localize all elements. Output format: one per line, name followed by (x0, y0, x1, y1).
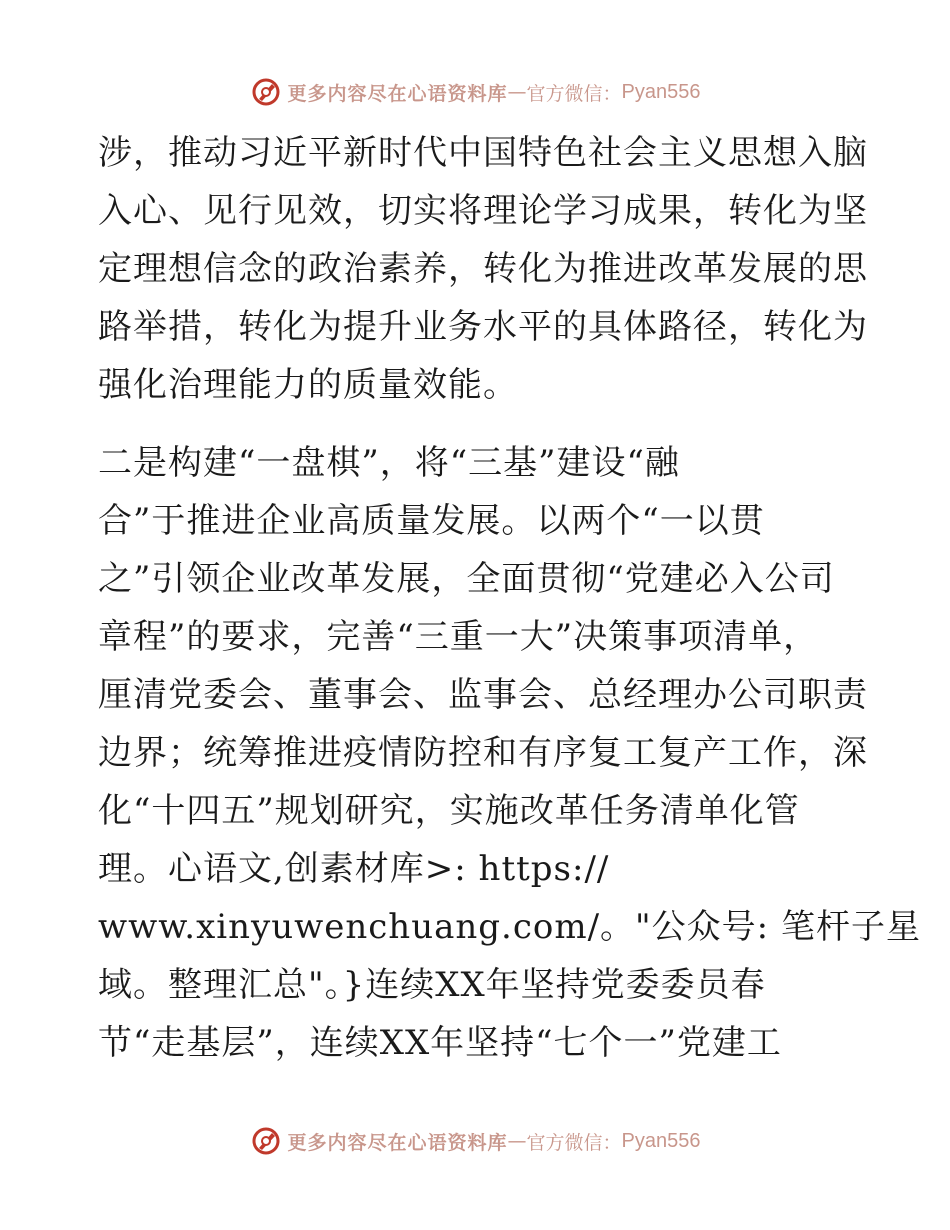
text-line: 合”于推进企业高质量发展。以两个“一以贯 (98, 501, 765, 541)
text-line: 之”引领企业改革发展，全面贯彻“党建必入公司 (98, 559, 835, 599)
pen-logo-icon (250, 1125, 282, 1157)
banner-wechat-id: Pyan556 (621, 80, 701, 103)
text-line: 入心、见行见效，切实将理论学习成果，转化为坚 (98, 191, 868, 231)
banner-text: 更多内容尽在心语资料库 (287, 1131, 508, 1154)
text-line: 边界；统筹推进疫情防控和有序复工复产工作，深 (98, 733, 868, 773)
text-line: 涉，推动习近平新时代中国特色社会主义思想入脑 (98, 133, 868, 173)
banner-text: 更多内容尽在心语资料库 (287, 82, 508, 105)
paragraph-2 (98, 434, 921, 1072)
text-line: 路举措，转化为提升业务水平的具体路径，转化为 (98, 307, 868, 347)
header-banner (0, 72, 950, 112)
text-line: 节“走基层”，连续XX年坚持“七个一”党建工 (98, 1023, 782, 1063)
text-line: 二是构建“一盘棋”，将“三基”建设“融 (98, 443, 680, 483)
text-line: www.xinyuwenchuang.com/。"公众号: 笔杆子星 (98, 907, 921, 947)
text-line: 理。心语文,创素材库>: https:// (98, 849, 610, 889)
text-line: 厘清党委会、董事会、监事会、总经理办公司职责 (98, 675, 868, 715)
text-line: 章程”的要求，完善“三重一大”决策事项清单， (98, 617, 819, 657)
document-body (98, 124, 921, 1072)
paragraph-1 (98, 124, 868, 414)
pen-logo-icon (250, 76, 282, 108)
banner-wechat-label: 官方微信： (526, 82, 622, 105)
footer-banner (0, 1121, 950, 1161)
text-line: 化“十四五”规划研究，实施改革任务清单化管 (98, 791, 800, 831)
banner-separator: — (507, 1130, 527, 1152)
text-line: 域。整理汇总"。}连续XX年坚持党委委员春 (98, 965, 766, 1005)
banner-separator: — (507, 81, 527, 103)
banner-wechat-id: Pyan556 (621, 1129, 701, 1152)
text-line: 定理想信念的政治素养，转化为推进改革发展的思 (98, 249, 868, 289)
text-line: 强化治理能力的质量效能。 (98, 365, 518, 405)
banner-wechat-label: 官方微信： (526, 1131, 622, 1154)
